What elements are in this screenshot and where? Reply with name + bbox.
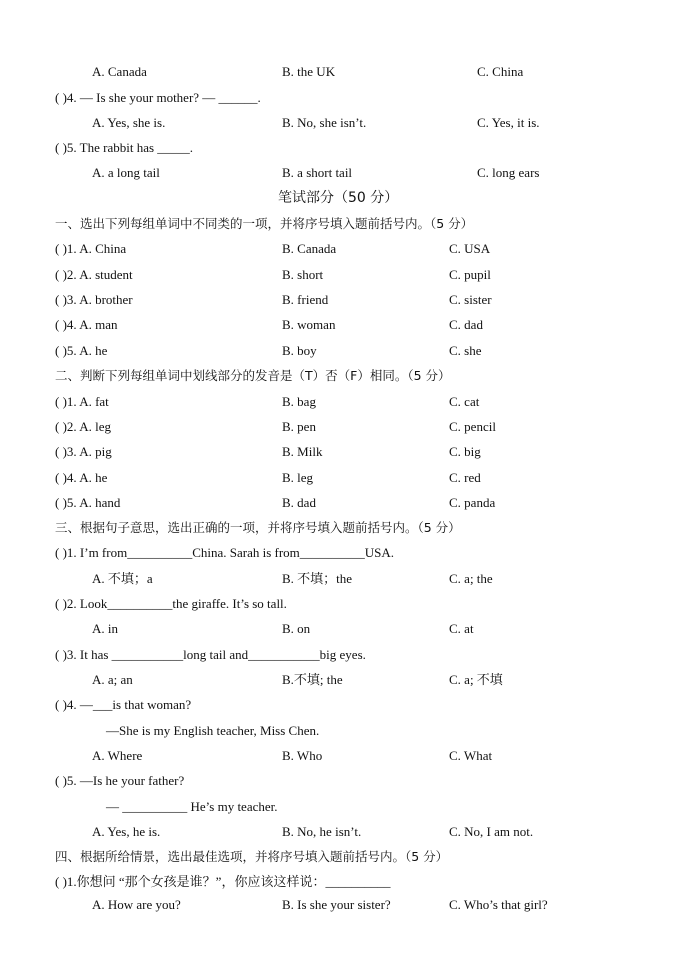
question-text: C. dad: [449, 317, 483, 332]
question-text: C. pencil: [449, 419, 496, 434]
question-text: B. short: [282, 267, 324, 282]
question-text: A. Yes, he is.: [92, 824, 161, 839]
question-text: ( )4. A. man: [55, 317, 118, 332]
question-text: ( )4. A. he: [55, 470, 108, 485]
question-text: ( )1. I’m from__________China. Sarah is from__________USA.: [55, 545, 395, 560]
question-text: B. 不填；the: [282, 571, 353, 586]
section-heading: 二、判断下列每组单词中划线部分的发音是（T）否（F）相同。（5 分）: [55, 368, 451, 383]
question-text: A. How are you?: [92, 897, 181, 912]
question-text: B. No, he isn’t.: [282, 824, 362, 839]
question-text: ( )2. Look__________the giraffe. It’s so tall.: [55, 596, 287, 611]
question-text: B. Milk: [282, 444, 323, 459]
question-text: B. woman: [282, 317, 336, 332]
question-text: A. a; an: [92, 672, 133, 687]
section-heading: 一、选出下列每组单词中不同类的一项，并将序号填入题前括号内。（5 分）: [55, 216, 474, 231]
question-text: A. 不填；a: [92, 571, 153, 586]
question-text: B. Canada: [282, 241, 337, 256]
question-text: A. a long tail: [92, 165, 160, 180]
question-text: —She is my English teacher, Miss Chen.: [106, 723, 320, 738]
question-text: C. long ears: [477, 165, 540, 180]
question-text: B. friend: [282, 292, 329, 307]
question-text: ( )3. A. brother: [55, 292, 133, 307]
question-text: — __________ He’s my teacher.: [106, 799, 278, 814]
section-heading: 三、根据句子意思，选出正确的一项，并将序号填入题前括号内。（5 分）: [55, 520, 461, 535]
question-text: C. a; the: [449, 571, 493, 586]
question-text: A. in: [92, 621, 118, 636]
question-text: B. Who: [282, 748, 323, 763]
question-text: ( )5. The rabbit has _____.: [55, 140, 194, 155]
question-text: ( )4. —___is that woman?: [55, 697, 192, 712]
question-text: B. leg: [282, 470, 314, 485]
question-text: C. China: [477, 64, 524, 79]
question-text: ( )5. A. hand: [55, 495, 121, 510]
question-text: B. on: [282, 621, 311, 636]
question-text: ( )3. A. pig: [55, 444, 112, 459]
question-text: B. pen: [282, 419, 316, 434]
question-text: ( )5. —Is he your father?: [55, 773, 185, 788]
question-text: B. the UK: [282, 64, 336, 79]
question-text: B. Is she your sister?: [282, 897, 391, 912]
question-text: C. panda: [449, 495, 496, 510]
question-text: ( )1.你想问 “那个女孩是谁？”，你应该这样说：__________: [55, 874, 391, 889]
question-text: ( )1. A. China: [55, 241, 127, 256]
question-text: ( )4. — Is she your mother? — ______.: [55, 90, 261, 105]
question-text: A. Where: [92, 748, 143, 763]
question-text: ( )1. A. fat: [55, 394, 109, 409]
section-title: 笔试部分（50 分）: [278, 190, 399, 206]
question-text: C. big: [449, 444, 481, 459]
question-text: C. Yes, it is.: [477, 115, 540, 130]
question-text: C. sister: [449, 292, 492, 307]
question-text: C. a; 不填: [449, 672, 503, 687]
question-text: ( )2. A. leg: [55, 419, 111, 434]
question-text: C. What: [449, 748, 493, 763]
question-text: B. dad: [282, 495, 316, 510]
section-heading: 四、根据所给情景，选出最佳选项，并将序号填入题前括号内。（5 分）: [55, 849, 449, 864]
question-text: C. cat: [449, 394, 480, 409]
question-text: B. bag: [282, 394, 316, 409]
question-text: C. USA: [449, 241, 491, 256]
question-text: C. pupil: [449, 267, 491, 282]
question-text: A. Canada: [92, 64, 147, 79]
question-text: C. No, I am not.: [449, 824, 534, 839]
question-text: A. Yes, she is.: [92, 115, 166, 130]
question-text: ( )2. A. student: [55, 267, 133, 282]
question-text: ( )3. It has ___________long tail and___________big eyes.: [55, 647, 366, 662]
question-text: C. Who’s that girl?: [449, 897, 548, 912]
question-text: C. at: [449, 621, 474, 636]
question-text: B. boy: [282, 343, 317, 358]
question-text: B. No, she isn’t.: [282, 115, 367, 130]
question-text: C. red: [449, 470, 481, 485]
question-text: B. a short tail: [282, 165, 353, 180]
question-text: ( )5. A. he: [55, 343, 108, 358]
question-text: C. she: [449, 343, 482, 358]
question-text: B.不填; the: [282, 672, 343, 687]
